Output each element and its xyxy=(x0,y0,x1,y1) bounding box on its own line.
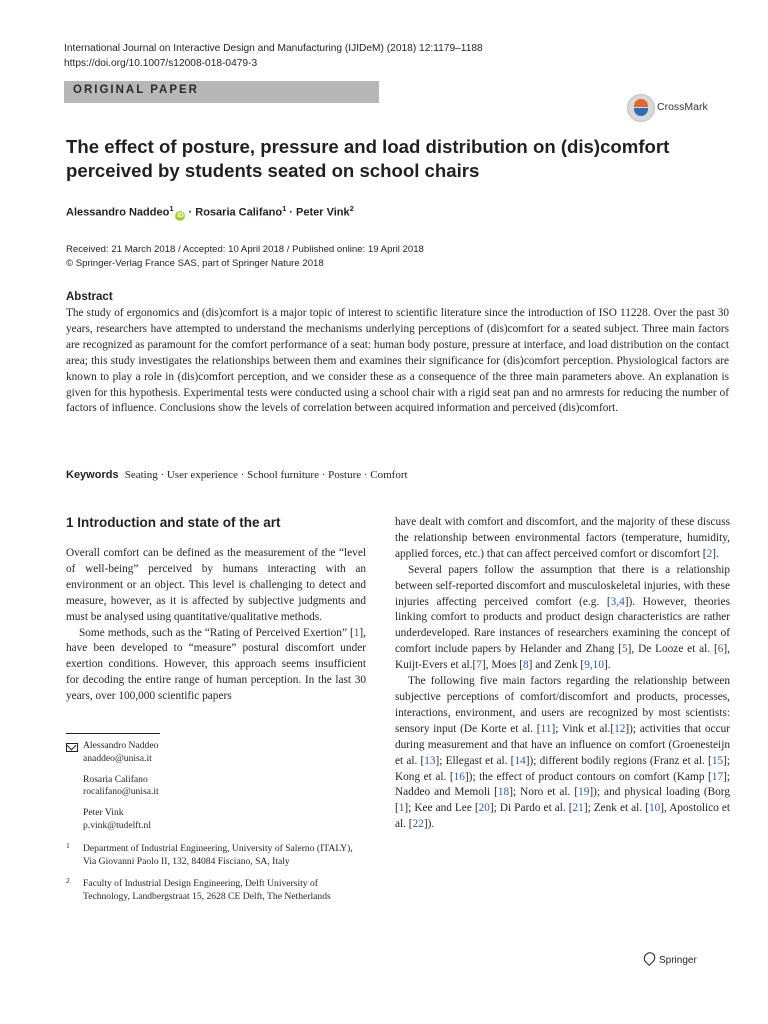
contact-email[interactable]: p.vink@tudelft.nl xyxy=(83,819,151,831)
paragraph: Several papers follow the assumption that there is a relationship between self-reported discomfort and musculoskeletal injuries, with these injuries affecting perceived comfort (e.g. [3,4]). However, theories linking comfort to products and product design characteristics are rather underdeveloped. Rare instances of researchers examining the concept of comfort include papers by Helander and Zhang [5], De Looze et al. [6], Kuijt-Evers et al.[7], Moes [8] and Zenk [9,10]. xyxy=(395,563,730,672)
affiliation xyxy=(66,878,366,904)
citation-link[interactable]: 1 xyxy=(398,802,405,815)
footnote-divider xyxy=(66,733,160,734)
contact-entry xyxy=(66,774,366,800)
author-name[interactable]: Alessandro Naddeo xyxy=(66,206,170,219)
section-heading: 1 Introduction and state of the art xyxy=(66,515,281,530)
left-column xyxy=(66,546,366,705)
affiliation-marker: 2 xyxy=(349,204,354,213)
citation-link[interactable]: 18 xyxy=(497,786,510,799)
citation-link[interactable]: 17 xyxy=(711,770,724,783)
orcid-icon[interactable]: iD xyxy=(177,211,184,219)
citation-link[interactable]: 12 xyxy=(614,722,626,735)
citation-link[interactable]: 21 xyxy=(572,802,584,815)
author-list xyxy=(66,204,354,221)
citation-link[interactable]: 5 xyxy=(622,643,628,656)
affiliation-number: 1 xyxy=(66,840,70,850)
citation-link[interactable]: 2 xyxy=(706,547,713,560)
crossmark-label: CrossMark xyxy=(657,101,708,113)
keywords-heading: Keywords xyxy=(66,469,119,481)
journal-citation: International Journal on Interactive Design and Manufacturing (IJIDeM) (2018) 12:1179–1188 xyxy=(64,43,483,54)
dates-line: Received: 21 March 2018 / Accepted: 10 April 2018 / Published online: 19 April 2018 xyxy=(66,244,424,255)
paper-title: The effect of posture, pressure and load distribution on (dis)comfort perceived by students seated on school chairs xyxy=(66,136,670,181)
paragraph: Overall comfort can be defined as the measurement of the “level of well-being” perceived by humans interacting with an environment or an object. This level is challenging to detect and measure, however, as it is affected by subjective judgments and must be analysed using quantitative/qualitative methods. xyxy=(66,547,366,623)
contact-entry xyxy=(66,740,366,766)
affiliation-marker: 1 xyxy=(282,204,287,213)
doi-link[interactable]: https://doi.org/10.1007/s12008-018-0479-3 xyxy=(64,58,258,69)
author-contacts xyxy=(66,740,366,910)
affiliation-marker: 1 xyxy=(169,204,174,213)
abstract-heading: Abstract xyxy=(66,291,113,303)
crossmark-icon xyxy=(627,94,655,122)
author-name[interactable]: Rosaria Califano xyxy=(195,206,283,219)
affiliation xyxy=(66,840,366,869)
contact-name: Peter Vink xyxy=(83,807,124,819)
contact-email[interactable]: anaddeo@unisa.it xyxy=(83,752,152,764)
citation-link[interactable]: 19 xyxy=(578,786,590,799)
affiliation-number: 2 xyxy=(66,876,70,886)
citation-link[interactable]: 22 xyxy=(412,818,424,831)
keywords xyxy=(66,469,729,481)
citation-link[interactable]: 3,4 xyxy=(610,595,625,608)
citation-link[interactable]: 13 xyxy=(424,754,436,767)
envelope-icon xyxy=(66,743,78,752)
citation-link[interactable]: 7 xyxy=(476,659,482,672)
affiliation-text: Faculty of Industrial Design Engineering, Delft University of Technology, Landbergstraat 15, 2628 CE Delft, The Netherlands xyxy=(83,878,331,903)
abstract-text: The study of ergonomics and (dis)comfort is a major topic of interest to scientific literature since the introduction of ISO 11228. Over the past 30 years, researchers have attempted to understand the mechanisms underlying perceptions of (dis)comfort for a seated subject. Three main factors are recognized as paramount for the comfort performance of a seat: human body posture, pressure at interface, and load distribution on the contact area; this study investigates the relationships between them and examines their significance for (dis)comfort perception. Physiological factors are known to play a role in (dis)comfort perception, and we consider these as a consequence of the three main parameters above. An explanation is given for this hypothesis. Experimental tests were conducted using a school chair with a rigid seat pan and no armrests for reducing the number of factors of influence. Conclusions show the levels of correlation between acquired information and perceived (dis)comfort. xyxy=(66,307,729,415)
publisher-logo xyxy=(644,952,697,966)
keywords-list: Seating · User experience · School furniture · Posture · Comfort xyxy=(124,469,408,481)
paragraph: Some methods, such as the “Rating of Perceived Exertion” [1], have been developed to “measure” postural discomfort under exertion conditions. However, this approach seems insufficient for decoding the entire range of human perception. In the last 30 years, over 100,000 scientific papers xyxy=(66,626,366,703)
copyright-line: © Springer-Verlag France SAS, part of Springer Nature 2018 xyxy=(66,257,324,269)
author-separator: · xyxy=(185,206,196,219)
paragraph: The following five main factors regarding the relationship between subjective perceptions of comfort/discomfort and products, processes, interactions, environment, and users are recognized by most scientists: sensory input (De Korte et al. [11]; Vink et al.[12]); activities that occur during measurement and that have an influence on comfort (Groenesteijn et al. [13]; Ellegast et al. [14]); different bodily regions (Franz et al. [15]; Kong et al. [16]); the effect of product contours on comfort (Kamp [17]; Naddeo and Memoli [18]; Noro et al. [19]); and physical loading (Borg [1]; Kee and Lee [20]; Di Pardo et al. [21]; Zenk et al. [10], Apostolico et al. [22]). xyxy=(395,675,731,831)
affiliation-text: Department of Industrial Engineering, University of Salerno (ITALY), Via Giovanni Paolo II, 132, 84084 Fisciano, SA, Italy xyxy=(83,842,353,867)
citation-link[interactable]: 20 xyxy=(478,802,490,815)
springer-horse-icon xyxy=(641,950,657,966)
author-name[interactable]: Peter Vink xyxy=(296,206,350,219)
citation-link[interactable]: 8 xyxy=(523,659,529,672)
author-separator: · xyxy=(286,206,297,219)
contact-name: Rosaria Califano xyxy=(83,773,148,785)
paragraph: have dealt with comfort and discomfort, and the majority of these discuss the relationship between environmental factors (temperature, humidity, applied forces, etc.) that can affect perceived comfort or discomfort [2]. xyxy=(395,516,730,560)
right-column xyxy=(395,515,730,833)
citation-link[interactable]: 1 xyxy=(353,626,360,639)
crossmark-badge[interactable] xyxy=(627,94,725,122)
citation-link[interactable]: 11 xyxy=(540,722,552,735)
journal-header xyxy=(64,41,483,71)
citation-link[interactable]: 6 xyxy=(717,643,724,656)
citation-link[interactable]: 14 xyxy=(514,754,526,767)
citation-link[interactable]: 9,10 xyxy=(584,659,604,672)
citation-link[interactable]: 15 xyxy=(711,754,724,767)
citation-link[interactable]: 10 xyxy=(648,802,661,815)
publication-dates xyxy=(66,243,424,270)
article-type-label: ORIGINAL PAPER xyxy=(73,84,199,96)
publisher-name: Springer xyxy=(659,955,697,966)
citation-link[interactable]: 16 xyxy=(453,770,465,783)
contact-email[interactable]: rocalifano@unisa.it xyxy=(83,786,159,798)
article-type-banner xyxy=(64,81,379,103)
contact-name: Alessandro Naddeo xyxy=(83,740,159,751)
contact-entry xyxy=(66,807,366,833)
